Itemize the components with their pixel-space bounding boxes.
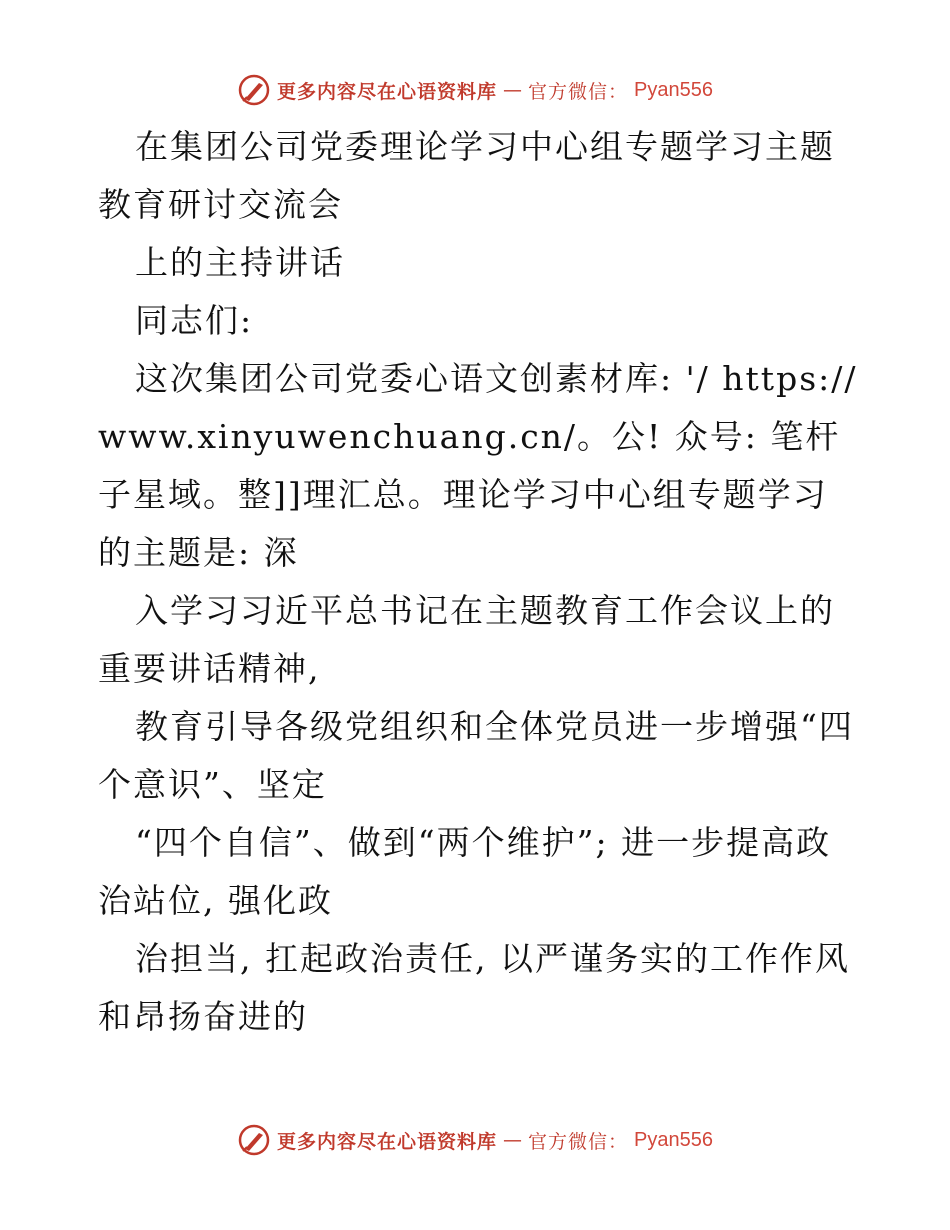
paragraph-salutation: 同志们: bbox=[135, 301, 254, 340]
footer-watermark-banner bbox=[0, 1120, 950, 1160]
paragraph-study: 入学习习近平总书记在主题教育工作会议上的重要讲话精神, bbox=[98, 591, 835, 688]
quill-pen-logo-icon bbox=[237, 1123, 271, 1157]
paragraph-responsibility: 治担当, 扛起政治责任, 以严谨务实的工作作风和昂扬奋进的 bbox=[98, 939, 850, 1036]
banner-separator: — bbox=[503, 79, 523, 101]
banner-separator: — bbox=[503, 1129, 523, 1151]
document-body bbox=[98, 118, 858, 1046]
banner-main-text: 更多内容尽在心语资料库 bbox=[277, 80, 498, 103]
quill-pen-logo-icon bbox=[237, 73, 271, 107]
paragraph-guidance: 教育引导各级党组织和全体党员进一步增强“四个意识”、坚定 bbox=[98, 707, 854, 804]
banner-wechat-label: 官方微信： bbox=[528, 1130, 629, 1153]
header-watermark-banner bbox=[0, 70, 950, 110]
banner-main-text: 更多内容尽在心语资料库 bbox=[277, 1130, 498, 1153]
paragraph-confidence: “四个自信”、做到“两个维护”; 进一步提高政治站位, 强化政 bbox=[98, 823, 832, 920]
paragraph-intro: 这次集团公司党委心语文创素材库: '/ https://www.xinyuwenchuang.cn/。公! 众号: 笔杆子星域。整]]理汇总。理论学习中心组专题学习的主题是: 深 bbox=[98, 359, 858, 572]
banner-wechat-id: Pyan556 bbox=[634, 78, 713, 101]
paragraph-title-cont: 上的主持讲话 bbox=[135, 243, 345, 282]
paragraph-title: 在集团公司党委理论学习中心组专题学习主题教育研讨交流会 bbox=[98, 127, 835, 224]
banner-wechat-label: 官方微信： bbox=[528, 80, 629, 103]
banner-wechat-id: Pyan556 bbox=[634, 1128, 713, 1151]
